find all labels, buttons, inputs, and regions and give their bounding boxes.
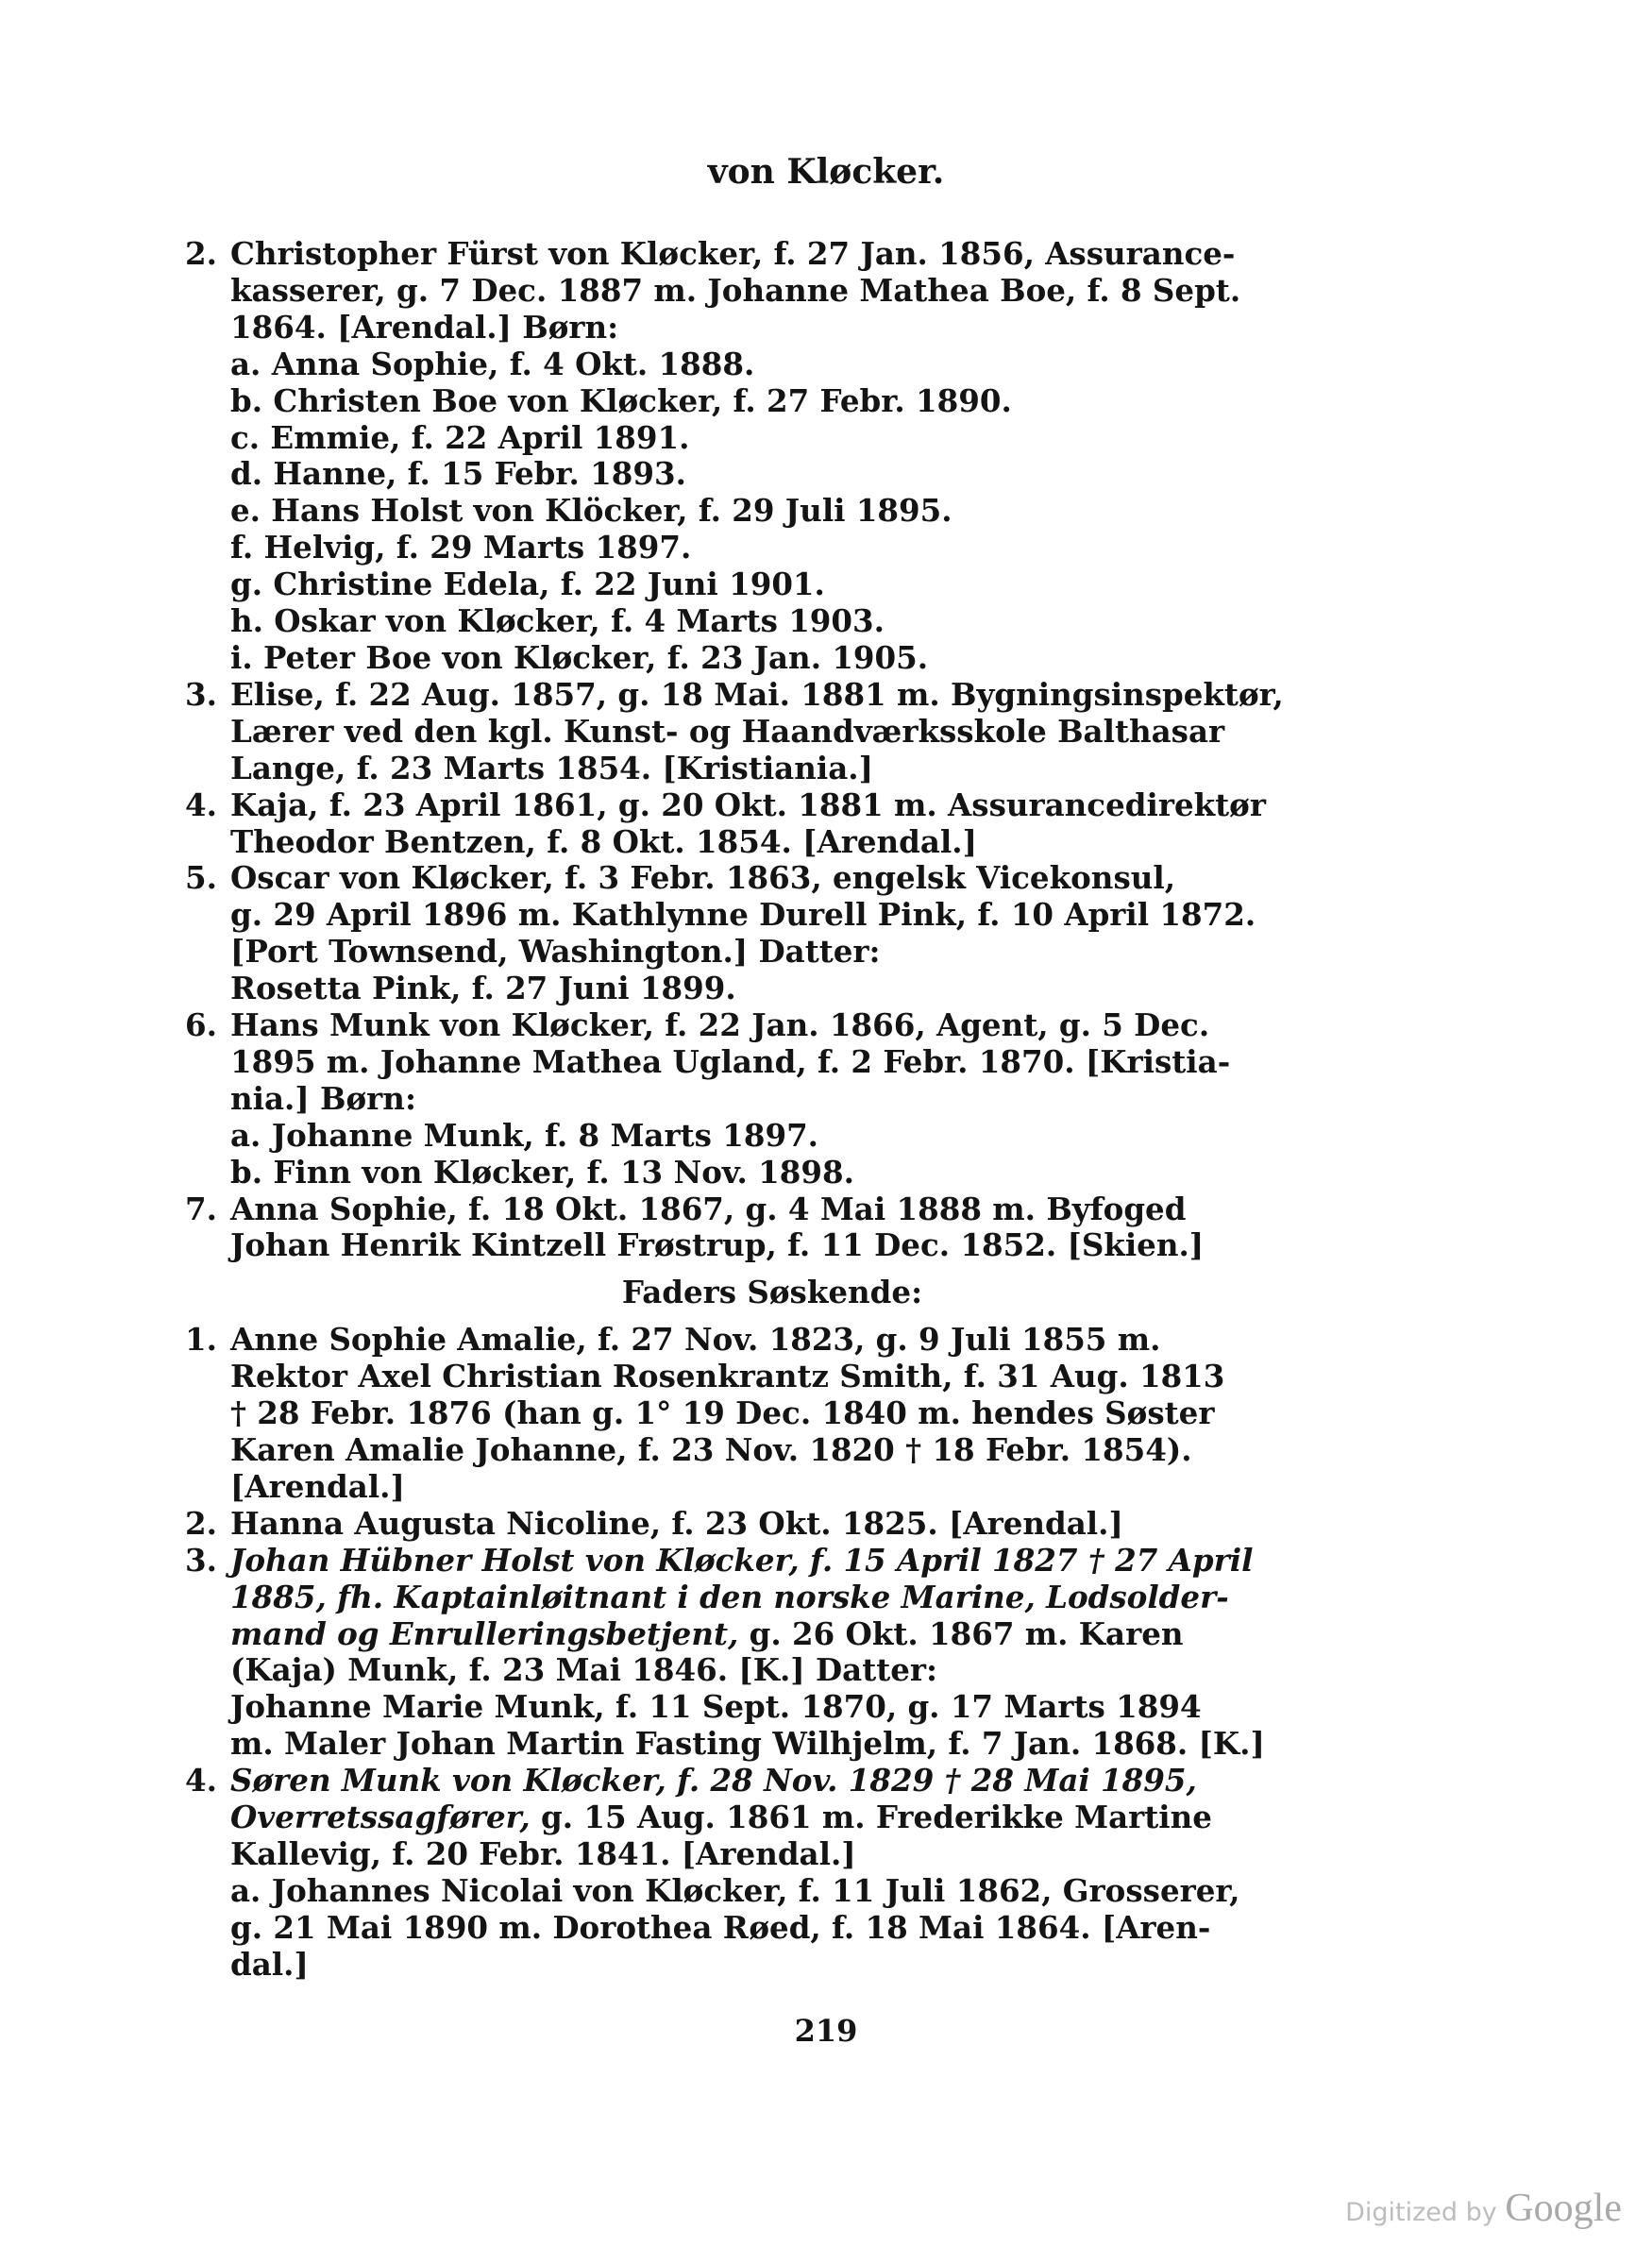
entry-line-italic: Overretssagfører, [230,1799,531,1836]
entry-line: 1864. [Arendal.] Børn: [230,308,619,346]
entry-line: † 28 Febr. 1876 (han g. 1° 19 Dec. 1840 m. hendes Søster [230,1394,1215,1432]
entry-line: Hans Munk von Kløcker, f. 22 Jan. 1866, Agent, g. 5 Dec. [230,1006,1210,1044]
entry-line: Theodor Bentzen, f. 8 Okt. 1854. [Arendal.] [230,822,977,860]
entry-christopher [185,236,1359,346]
entry-line: [Port Townsend, Washington.] Datter: [230,933,881,971]
entry-line: b. Finn von Kløcker, f. 13 Nov. 1898. [230,1153,854,1191]
entry-line: b. Christen Boe von Kløcker, f. 27 Febr. 1890. [230,381,1012,419]
child-peter-boe [185,640,1359,677]
watermark-prefix: Digitized by [1345,2198,1497,2227]
entry-line-italic: 1885, fh. Kaptainløitnant i den norske Marine, Lodsolder- [230,1578,1229,1615]
entry-line: Rektor Axel Christian Rosenkrantz Smith, f. 31 Aug. 1813 [230,1358,1225,1395]
child-johanne-munk [185,1118,1359,1155]
entry-number: 4. [185,786,217,823]
entry-line: dal.] [230,1945,309,1983]
document-body [185,236,1359,1984]
entry-number: 6. [185,1006,217,1044]
child-christine [185,566,1359,603]
entry-line: Johanne Marie Munk, f. 11 Sept. 1870, g. 17 Marts 1894 [230,1688,1202,1726]
entry-line: Rosetta Pink, f. 27 Juni 1899. [230,970,736,1007]
entry-line-mixed [230,1616,1359,1653]
entry-line: i. Peter Boe von Kløcker, f. 23 Jan. 1905. [230,638,929,676]
entry-soren-munk [185,1763,1359,1873]
entry-line: kasserer, g. 7 Dec. 1887 m. Johanne Mathea Boe, f. 8 Sept. [230,271,1241,309]
entry-line: d. Hanne, f. 15 Febr. 1893. [230,455,686,493]
child-hanne [185,456,1359,493]
entry-line: Karen Amalie Johanne, f. 23 Nov. 1820 † 18 Febr. 1854). [230,1431,1192,1468]
entry-line: (Kaja) Munk, f. 23 Mai 1846. [K.] Datter: [230,1651,938,1689]
entry-number: 3. [185,1541,217,1579]
entry-line: Lærer ved den kgl. Kunst- og Haandværksskole Balthasar [230,712,1225,750]
child-johanne-marie [185,1689,1359,1763]
child-emmie [185,420,1359,457]
child-finn [185,1155,1359,1191]
entry-line: g. 29 April 1896 m. Kathlynne Durell Pink, f. 10 April 1872. [230,896,1256,934]
entry-line: a. Johanne Munk, f. 8 Marts 1897. [230,1116,818,1154]
child-hans-holst [185,493,1359,530]
entry-line: e. Hans Holst von Klöcker, f. 29 Juli 1895. [230,492,952,530]
entry-line: f. Helvig, f. 29 Marts 1897. [230,529,692,566]
entry-line: m. Maler Johan Martin Fasting Wilhjelm, f. 7 Jan. 1868. [K.] [230,1725,1265,1763]
child-christen [185,383,1359,420]
entry-line: Hanna Augusta Nicoline, f. 23 Okt. 1825. [Arendal.] [230,1504,1123,1542]
entry-line: Kaja, f. 23 April 1861, g. 20 Okt. 1881 m. Assurancedirektør [230,786,1266,823]
entry-line-italic: Johan Hübner Holst von Kløcker, f. 15 April 1827 † 27 April [230,1541,1254,1579]
child-anna-sophie [185,346,1359,383]
page-title: von Kløcker. [707,152,945,192]
entry-oscar [185,860,1359,971]
entry-number: 1. [185,1321,217,1359]
entry-hans-munk [185,1007,1359,1118]
entry-line: a. Johannes Nicolai von Kløcker, f. 11 Juli 1862, Grosserer, [230,1871,1240,1909]
entry-anna-sophie [185,1191,1359,1265]
google-watermark [1345,2186,1622,2231]
entry-line: [Arendal.] [230,1467,405,1505]
entry-kaja [185,787,1359,861]
entry-line: g. Christine Edela, f. 22 Juni 1901. [230,566,825,603]
entry-line-italic: mand og Enrulleringsbetjent, [230,1614,739,1652]
entry-number: 7. [185,1190,217,1227]
entry-line: h. Oskar von Kløcker, f. 4 Marts 1903. [230,602,885,640]
entry-line: g. 26 Okt. 1867 m. Karen [749,1614,1184,1652]
entry-johan-hubner [185,1543,1359,1690]
entry-line: Elise, f. 22 Aug. 1857, g. 18 Mai. 1881 m. Bygningsinspektør, [230,675,1284,713]
entry-number: 3. [185,675,217,713]
entry-line: g. 21 Mai 1890 m. Dorothea Røed, f. 18 Mai 1864. [Aren- [230,1908,1211,1946]
child-helvig [185,530,1359,566]
entry-line: a. Anna Sophie, f. 4 Okt. 1888. [230,345,755,382]
entry-line: Kallevig, f. 20 Febr. 1841. [Arendal.] [230,1834,856,1872]
google-logo: Google [1505,2187,1622,2230]
entry-anne-sophie-amalie [185,1322,1359,1506]
entry-number: 2. [185,235,217,272]
page-number: 219 [794,2013,858,2049]
entry-line: Christopher Fürst von Kløcker, f. 27 Jan. 1856, Assurance- [230,235,1236,272]
entry-elise [185,677,1359,787]
entry-line: Anna Sophie, f. 18 Okt. 1867, g. 4 Mai 1888 m. Byfoged [230,1190,1187,1227]
entry-line: Anne Sophie Amalie, f. 27 Nov. 1823, g. 9 Juli 1855 m. [230,1321,1161,1359]
entry-hanna-augusta [185,1506,1359,1543]
entry-line: Johan Henrik Kintzell Frøstrup, f. 11 Dec. 1852. [Skien.] [230,1226,1205,1264]
entry-line-italic: Søren Munk von Kløcker, f. 28 Nov. 1829 † 28 Mai 1895, [230,1762,1197,1799]
entry-line: c. Emmie, f. 22 April 1891. [230,418,690,456]
entry-line: Lange, f. 23 Marts 1854. [Kristiania.] [230,749,873,786]
child-rosetta [185,971,1359,1007]
section-heading: Faders Søskende: [621,1274,923,1311]
entry-line: g. 15 Aug. 1861 m. Frederikke Martine [541,1799,1212,1836]
entry-number: 5. [185,859,217,897]
entry-line: Oscar von Kløcker, f. 3 Febr. 1863, engelsk Vicekonsul, [230,859,1176,897]
child-oskar [185,603,1359,640]
entry-number: 2. [185,1504,217,1542]
entry-line-mixed [230,1799,1359,1836]
entry-number: 4. [185,1762,217,1799]
entry-line: nia.] Børn: [230,1079,416,1117]
child-johannes-nicolai [185,1873,1359,1984]
entry-line: 1895 m. Johanne Mathea Ugland, f. 2 Febr. 1870. [Kristia- [230,1042,1231,1080]
